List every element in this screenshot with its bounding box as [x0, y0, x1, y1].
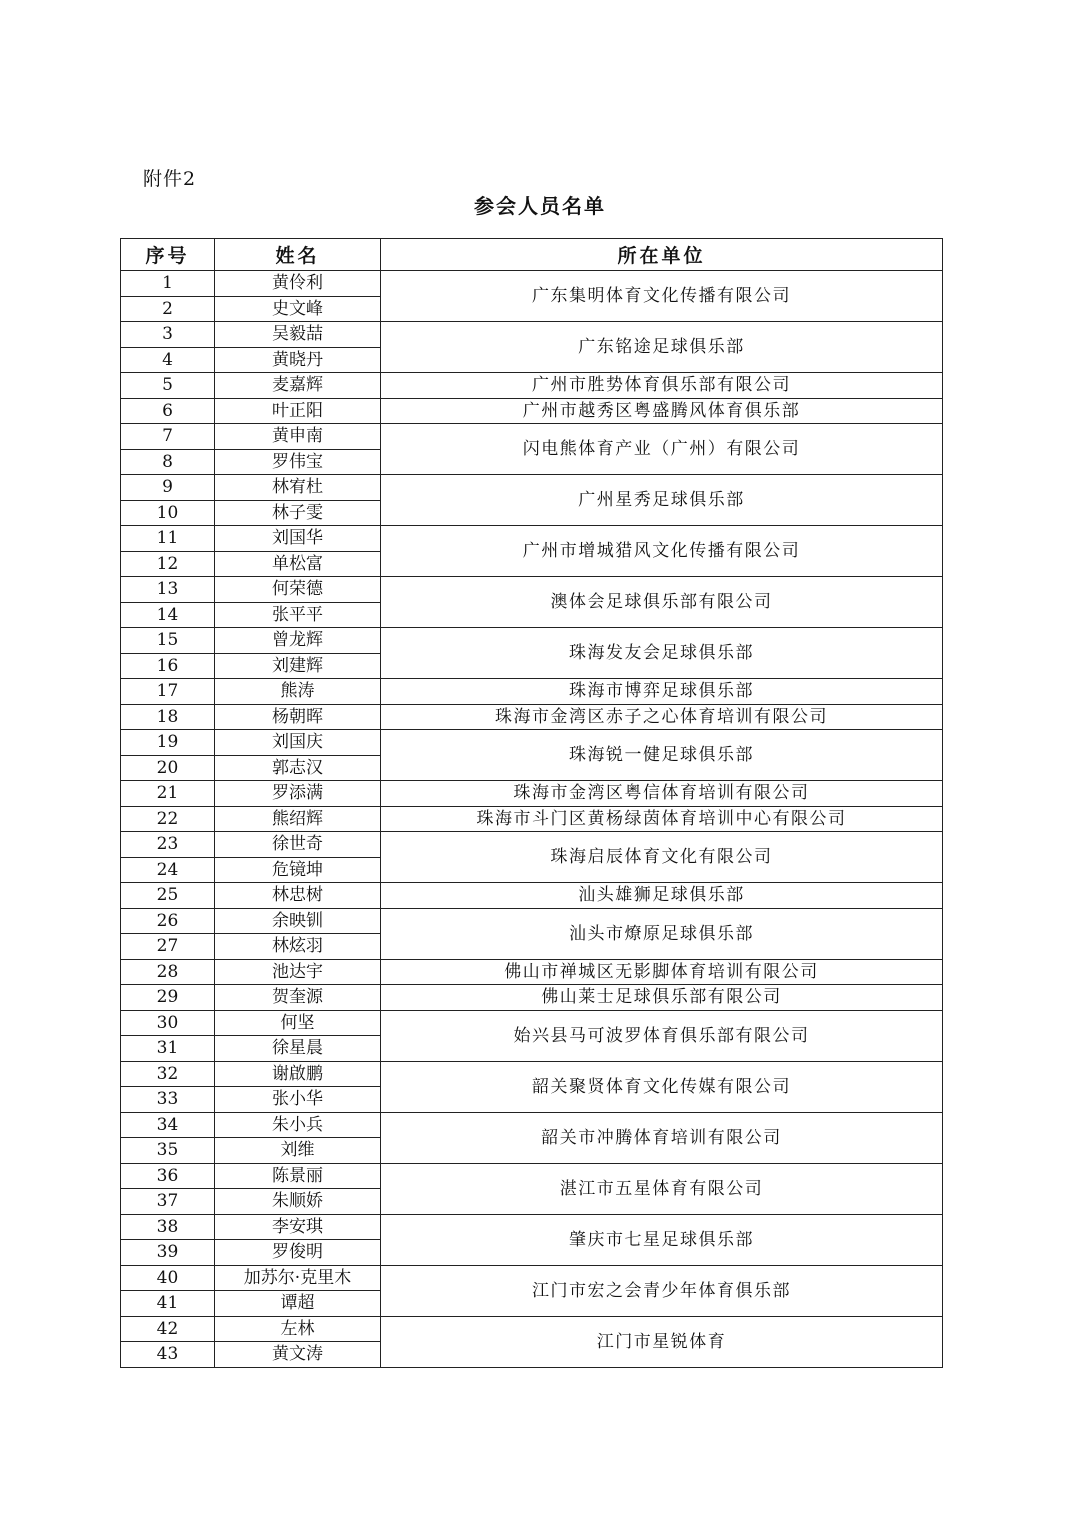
participant-name: 刘维 — [215, 1138, 381, 1164]
table-row — [121, 1163, 943, 1189]
row-number: 12 — [121, 551, 215, 577]
header-no: 序号 — [121, 239, 215, 271]
table-row — [121, 475, 943, 501]
participant-name: 熊绍辉 — [215, 806, 381, 832]
participant-name: 谭超 — [215, 1291, 381, 1317]
table-row — [121, 398, 943, 424]
participant-name: 黄文涛 — [215, 1342, 381, 1368]
row-number: 6 — [121, 398, 215, 424]
participant-name: 池达宇 — [215, 959, 381, 985]
organization-name: 广东集明体育文化传播有限公司 — [381, 271, 943, 322]
table-row — [121, 908, 943, 934]
organization-name: 始兴县马可波罗体育俱乐部有限公司 — [381, 1010, 943, 1061]
row-number: 23 — [121, 832, 215, 858]
organization-name: 广州市胜势体育俱乐部有限公司 — [381, 373, 943, 399]
participant-name: 徐世奇 — [215, 832, 381, 858]
row-number: 25 — [121, 883, 215, 909]
row-number: 2 — [121, 296, 215, 322]
participant-name: 单松富 — [215, 551, 381, 577]
row-number: 21 — [121, 781, 215, 807]
table-row — [121, 806, 943, 832]
row-number: 32 — [121, 1061, 215, 1087]
organization-name: 肇庆市七星足球俱乐部 — [381, 1214, 943, 1265]
row-number: 31 — [121, 1036, 215, 1062]
table-body — [121, 271, 943, 1368]
row-number: 28 — [121, 959, 215, 985]
row-number: 7 — [121, 424, 215, 450]
table-row — [121, 985, 943, 1011]
participant-name: 林子雯 — [215, 500, 381, 526]
row-number: 35 — [121, 1138, 215, 1164]
organization-name: 江门市宏之会青少年体育俱乐部 — [381, 1265, 943, 1316]
participant-name: 黄晓丹 — [215, 347, 381, 373]
participant-name: 徐星晨 — [215, 1036, 381, 1062]
organization-name: 汕头雄狮足球俱乐部 — [381, 883, 943, 909]
participant-name: 李安琪 — [215, 1214, 381, 1240]
participant-name: 朱小兵 — [215, 1112, 381, 1138]
attachment-label: 附件2 — [143, 168, 197, 190]
row-number: 22 — [121, 806, 215, 832]
organization-name: 佛山莱士足球俱乐部有限公司 — [381, 985, 943, 1011]
row-number: 29 — [121, 985, 215, 1011]
row-number: 15 — [121, 628, 215, 654]
table-row — [121, 730, 943, 756]
participant-name: 黄伶利 — [215, 271, 381, 297]
organization-name: 韶关聚贤体育文化传媒有限公司 — [381, 1061, 943, 1112]
organization-name: 珠海市金湾区赤子之心体育培训有限公司 — [381, 704, 943, 730]
row-number: 8 — [121, 449, 215, 475]
participant-name: 罗伟宝 — [215, 449, 381, 475]
row-number: 40 — [121, 1265, 215, 1291]
row-number: 19 — [121, 730, 215, 756]
row-number: 17 — [121, 679, 215, 705]
table-row — [121, 373, 943, 399]
organization-name: 澳体会足球俱乐部有限公司 — [381, 577, 943, 628]
participant-name: 张小华 — [215, 1087, 381, 1113]
row-number: 27 — [121, 934, 215, 960]
row-number: 43 — [121, 1342, 215, 1368]
row-number: 38 — [121, 1214, 215, 1240]
organization-name: 广州市增城猎风文化传播有限公司 — [381, 526, 943, 577]
organization-name: 珠海锐一健足球俱乐部 — [381, 730, 943, 781]
row-number: 26 — [121, 908, 215, 934]
row-number: 39 — [121, 1240, 215, 1266]
participant-name: 余映钏 — [215, 908, 381, 934]
table-row — [121, 704, 943, 730]
participant-name: 黄申南 — [215, 424, 381, 450]
organization-name: 韶关市冲腾体育培训有限公司 — [381, 1112, 943, 1163]
organization-name: 汕头市燎原足球俱乐部 — [381, 908, 943, 959]
participant-name: 叶正阳 — [215, 398, 381, 424]
table-row — [121, 628, 943, 654]
participant-name: 曾龙辉 — [215, 628, 381, 654]
participant-name: 杨朝晖 — [215, 704, 381, 730]
row-number: 1 — [121, 271, 215, 297]
table-row — [121, 679, 943, 705]
participant-name: 何荣德 — [215, 577, 381, 603]
participant-name: 谢啟鹏 — [215, 1061, 381, 1087]
row-number: 24 — [121, 857, 215, 883]
participant-name: 贺奎源 — [215, 985, 381, 1011]
row-number: 37 — [121, 1189, 215, 1215]
row-number: 33 — [121, 1087, 215, 1113]
participant-name: 罗添满 — [215, 781, 381, 807]
table-row — [121, 1112, 943, 1138]
organization-name: 珠海市斗门区黄杨绿茵体育培训中心有限公司 — [381, 806, 943, 832]
participant-name: 危镜坤 — [215, 857, 381, 883]
table-row — [121, 883, 943, 909]
organization-name: 广州市越秀区粤盛腾风体育俱乐部 — [381, 398, 943, 424]
row-number: 16 — [121, 653, 215, 679]
participant-name: 郭志汉 — [215, 755, 381, 781]
header-org: 所在单位 — [381, 239, 943, 271]
participant-name: 朱顺娇 — [215, 1189, 381, 1215]
row-number: 4 — [121, 347, 215, 373]
participant-name: 史文峰 — [215, 296, 381, 322]
table-row — [121, 1265, 943, 1291]
table-row — [121, 577, 943, 603]
participant-name: 张平平 — [215, 602, 381, 628]
participant-name: 熊涛 — [215, 679, 381, 705]
row-number: 9 — [121, 475, 215, 501]
organization-name: 闪电熊体育产业（广州）有限公司 — [381, 424, 943, 475]
row-number: 20 — [121, 755, 215, 781]
participant-table — [120, 238, 943, 1368]
organization-name: 珠海启辰体育文化有限公司 — [381, 832, 943, 883]
participant-name: 林宥杜 — [215, 475, 381, 501]
table-row — [121, 959, 943, 985]
participant-name: 刘国庆 — [215, 730, 381, 756]
row-number: 5 — [121, 373, 215, 399]
row-number: 3 — [121, 322, 215, 348]
organization-name: 广州星秀足球俱乐部 — [381, 475, 943, 526]
participant-name: 陈景丽 — [215, 1163, 381, 1189]
table-row — [121, 271, 943, 297]
participant-name: 吴毅喆 — [215, 322, 381, 348]
row-number: 34 — [121, 1112, 215, 1138]
participant-name: 林忠树 — [215, 883, 381, 909]
row-number: 14 — [121, 602, 215, 628]
table-row — [121, 1214, 943, 1240]
row-number: 36 — [121, 1163, 215, 1189]
table-row — [121, 1010, 943, 1036]
organization-name: 江门市星锐体育 — [381, 1316, 943, 1367]
table-row — [121, 424, 943, 450]
table-header-row — [121, 239, 943, 271]
page-title: 参会人员名单 — [474, 194, 606, 218]
participant-name: 刘国华 — [215, 526, 381, 552]
participant-name: 罗俊明 — [215, 1240, 381, 1266]
organization-name: 佛山市禅城区无影脚体育培训有限公司 — [381, 959, 943, 985]
table-row — [121, 1061, 943, 1087]
participant-name: 加苏尔·克里木 — [215, 1265, 381, 1291]
participant-name: 何坚 — [215, 1010, 381, 1036]
organization-name: 湛江市五星体育有限公司 — [381, 1163, 943, 1214]
table-row — [121, 1316, 943, 1342]
table-row — [121, 781, 943, 807]
header-name: 姓名 — [215, 239, 381, 271]
table-row — [121, 526, 943, 552]
row-number: 30 — [121, 1010, 215, 1036]
participant-name: 林炫羽 — [215, 934, 381, 960]
row-number: 41 — [121, 1291, 215, 1317]
participant-name: 刘建辉 — [215, 653, 381, 679]
row-number: 10 — [121, 500, 215, 526]
organization-name: 珠海市博弈足球俱乐部 — [381, 679, 943, 705]
row-number: 11 — [121, 526, 215, 552]
participant-name: 左林 — [215, 1316, 381, 1342]
table-row — [121, 832, 943, 858]
row-number: 13 — [121, 577, 215, 603]
organization-name: 珠海市金湾区粤信体育培训有限公司 — [381, 781, 943, 807]
row-number: 18 — [121, 704, 215, 730]
organization-name: 广东铭途足球俱乐部 — [381, 322, 943, 373]
row-number: 42 — [121, 1316, 215, 1342]
table-row — [121, 322, 943, 348]
organization-name: 珠海发友会足球俱乐部 — [381, 628, 943, 679]
participant-name: 麦嘉辉 — [215, 373, 381, 399]
